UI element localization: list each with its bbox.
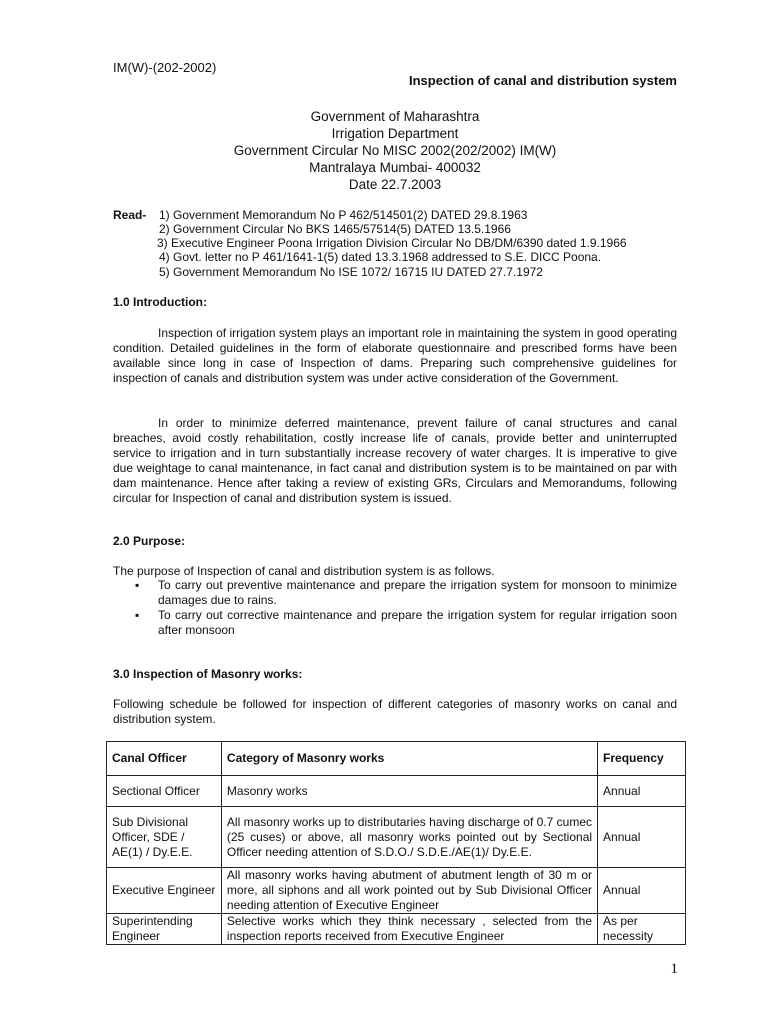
header-government: Government of Maharashtra	[310, 109, 480, 124]
read-item: 1) Government Memorandum No P 462/514501(2) DATED 29.8.1963	[159, 208, 528, 222]
category-cell: Masonry works	[221, 776, 597, 807]
intro-paragraph-2: In order to minimize deferred maintenance, prevent failure of canal structures and canal breaches, avoid costly rehabilitation, costly increase life of canals, provide better and uninterrupted service to irrigation and in turn substantially increase recovery of water charges. It is imperative to give due weightage to canal maintenance, in fact canal and distribution system is to be maintained on par with dam maintenance. Hence after taking a review of existing GRs, Circulars and Memorandums, following circular for Inspection of canal and distribution system is issued.	[113, 416, 677, 505]
table-row	[107, 776, 686, 807]
inspection-schedule-table	[106, 741, 686, 945]
circular-header	[113, 108, 677, 193]
header-circular-number: Government Circular No MISC 2002(202/2002) IM(W)	[233, 143, 557, 158]
officer-cell: Sub Divisional Officer, SDE / AE(1) / Dy.E.E.	[107, 807, 222, 868]
read-item: 3) Executive Engineer Poona Irrigation Division Circular No DB/DM/6390 dated 1.9.1966	[157, 236, 627, 250]
read-item: 5) Government Memorandum No ISE 1072/ 16715 IU DATED 27.7.1972	[159, 265, 543, 279]
table-header-row	[107, 742, 686, 776]
header-date: Date 22.7.2003	[348, 177, 442, 192]
table-row	[107, 868, 686, 914]
category-cell: All masonry works having abutment of abutment length of 30 m or more, all siphons and all work pointed out by Sub Divisional Officer needing attention of Executive Engineer	[221, 868, 597, 914]
purpose-intro: The purpose of Inspection of canal and distribution system is as follows.	[113, 564, 495, 578]
purpose-list	[113, 578, 677, 638]
frequency-cell: Annual	[598, 807, 686, 868]
masonry-intro: Following schedule be followed for inspection of different categories of masonry works on canal and distribution system.	[113, 697, 677, 726]
list-item	[113, 608, 677, 638]
category-cell: Selective works which they think necessary , selected from the inspection reports received from Executive Engineer	[221, 914, 597, 945]
category-cell: All masonry works up to distributaries having discharge of 0.7 cumec (25 cuses) or above, all masonry works pointed out by Sectional Officer needing attention of S.D.O./ S.D.E./AE(1)/ Dy.E.E.	[221, 807, 597, 868]
section-heading-introduction: 1.0 Introduction:	[113, 295, 207, 309]
column-header: Category of Masonry works	[221, 742, 597, 776]
officer-cell: Executive Engineer	[107, 868, 222, 914]
officer-cell: Superintending Engineer	[107, 914, 222, 945]
frequency-cell: Annual	[598, 776, 686, 807]
column-header: Canal Officer	[107, 742, 222, 776]
read-label: Read-	[113, 208, 147, 222]
read-item: 2) Government Circular No BKS 1465/57514(5) DATED 13.5.1966	[159, 222, 511, 236]
bullet-icon: ▪	[135, 608, 140, 622]
frequency-cell: Annual	[598, 868, 686, 914]
column-header: Frequency	[598, 742, 686, 776]
purpose-item-text: To carry out preventive maintenance and prepare the irrigation system for monsoon to minimize damages due to rains.	[158, 578, 677, 607]
list-item	[113, 578, 677, 608]
read-item: 4) Govt. letter no P 461/1641-1(5) dated 13.3.1968 addressed to S.E. DICC Poona.	[159, 250, 602, 264]
frequency-cell: As per necessity	[598, 914, 686, 945]
page-number: 1	[670, 961, 678, 977]
intro-paragraph-1: Inspection of irrigation system plays an important role in maintaining the system in good operating condition. Detailed guidelines in the form of elaborate questionnaire and prescribed forms have been available since long in case of Inspection of dams. Preparing such comprehensive guidelines for inspection of canals and distribution system was under active consideration of the Government.	[113, 326, 677, 385]
header-department: Irrigation Department	[331, 126, 459, 141]
table-row	[107, 807, 686, 868]
section-heading-purpose: 2.0 Purpose:	[113, 534, 186, 548]
bullet-icon: ▪	[135, 578, 140, 592]
officer-cell: Sectional Officer	[107, 776, 222, 807]
table-row	[107, 914, 686, 945]
purpose-item-text: To carry out corrective maintenance and prepare the irrigation system for regular irrigation soon after monsoon	[158, 608, 677, 637]
document-title: Inspection of canal and distribution system	[409, 73, 677, 88]
header-address: Mantralaya Mumbai- 400032	[309, 160, 481, 175]
document-reference: IM(W)-(202-2002)	[113, 60, 217, 75]
section-heading-masonry: 3.0 Inspection of Masonry works:	[113, 667, 303, 681]
